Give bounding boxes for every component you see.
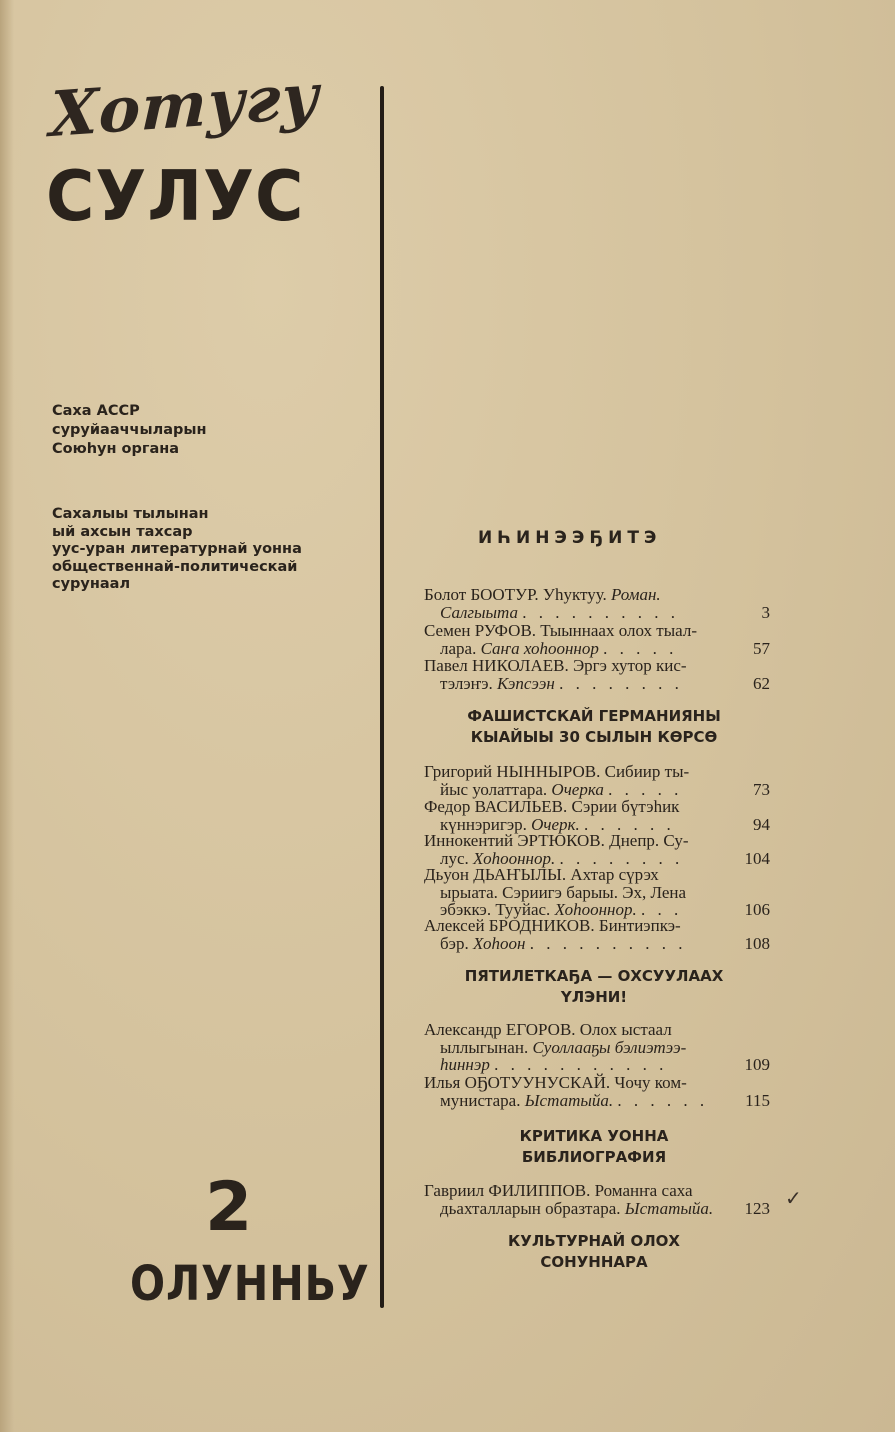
issue-month: ОЛУННЬУ [130,1256,370,1312]
page-spine-shadow [0,0,14,1432]
toc-entry: Дьуон ДЬАҤЫЛЫ. Ахтар сүрэх ырыата. Сэриигэ барыы. Эх, Лена эбэккэ. Тууйас. Хоһооннор. . . . 106 [424,865,770,919]
toc-entry: Илья ОҔОТУУНУСКАЙ. Чочу ком- мунистара. Ыстатыйа. . . . . . . 115 [424,1073,770,1110]
publisher-info [52,402,207,459]
description-line: сурунаал [52,576,131,592]
page-number: 62 [753,673,770,693]
page-number: 73 [753,779,770,799]
section-heading: КУЛЬТУРНАЙ ОЛОХ СОНУННАРА [508,1232,680,1271]
magazine-title-block: СУЛУС [46,156,305,237]
section-heading: ПЯТИЛЕТКАҔА — ОХСУУЛААХ ҮЛЭНИ! [464,967,724,1006]
toc-entry: Григорий НЫННЫРОВ. Сибиир ты- йыс уолаттара. Очерка . . . . . 73 [424,762,770,799]
column-divider [380,86,384,1308]
section-heading: КРИТИКА УОННА БИБЛИОГРАФИЯ [519,1127,669,1166]
description-line: Сахалыы тылынан [52,506,209,522]
magazine-title-script: Хотугу [48,58,321,152]
toc-entry: Семен РУФОВ. Тыыннаах олох тыал- лара. Саҥа хоһооннор . . . . . 57 [424,621,770,658]
page-number: 108 [744,933,770,953]
toc-entry: Алексей БРОДНИКОВ. Бинтиэпкэ- бэр. Хоһоон . . . . . . . . . . 108 [424,916,770,953]
page-number: 106 [744,900,770,919]
issue-number: 2 [205,1168,253,1247]
checkmark-annotation: ✓ [785,1188,802,1210]
contents-heading: ИҺИНЭЭҔИТЭ [478,528,662,548]
magazine-description [52,506,302,594]
publisher-line: Союһун органа [52,441,180,457]
section-heading: ФАШИСТСКАЙ ГЕРМАНИЯНЫ КЫАЙЫЫ 30 СЫЛЫН КӨРСӨ [467,707,721,746]
toc-entry: Александр ЕГОРОВ. Олох ыстаал ыллыгынан. Суоллааҕы бэлиэтээ- һиннэр . . . . . . . . . . . 109 [424,1020,770,1074]
page-number: 94 [753,814,770,834]
page-number: 123 [744,1198,770,1218]
description-line: ый ахсын тахсар [52,523,193,540]
publisher-line: суруйааччыларын [52,422,207,438]
page-number: 104 [744,848,770,868]
description-line: уус-уран литературнай уонна [52,541,302,557]
page-number: 109 [744,1055,770,1074]
page-number: 57 [753,638,770,658]
toc-entry: Гавриил ФИЛИППОВ. Романҥа саха дьахталларын образтара. Ыстатыйа. 123 [424,1181,770,1218]
toc-entry: Болот БООТУР. Уһуктуу. Роман. Салгыыта . . . . . . . . . . 3 [424,585,770,622]
toc-entry: Федор ВАСИЛЬЕВ. Сэрии бүтэһик күннэригэр. Очерк. . . . . . . 94 [424,797,770,834]
publisher-line: Саха АССР [52,403,140,419]
toc-entry: Павел НИКОЛАЕВ. Эргэ хутор кис- тэлэҥэ. Кэпсээн . . . . . . . . 62 [424,656,770,693]
description-line: общественнай-политическай [52,558,298,575]
toc-entry: Иннокентий ЭРТЮКОВ. Днепр. Су- лус. Хоһооннор. . . . . . . . . 104 [424,831,770,868]
page-number: 3 [761,602,770,622]
page-number: 115 [745,1090,770,1110]
